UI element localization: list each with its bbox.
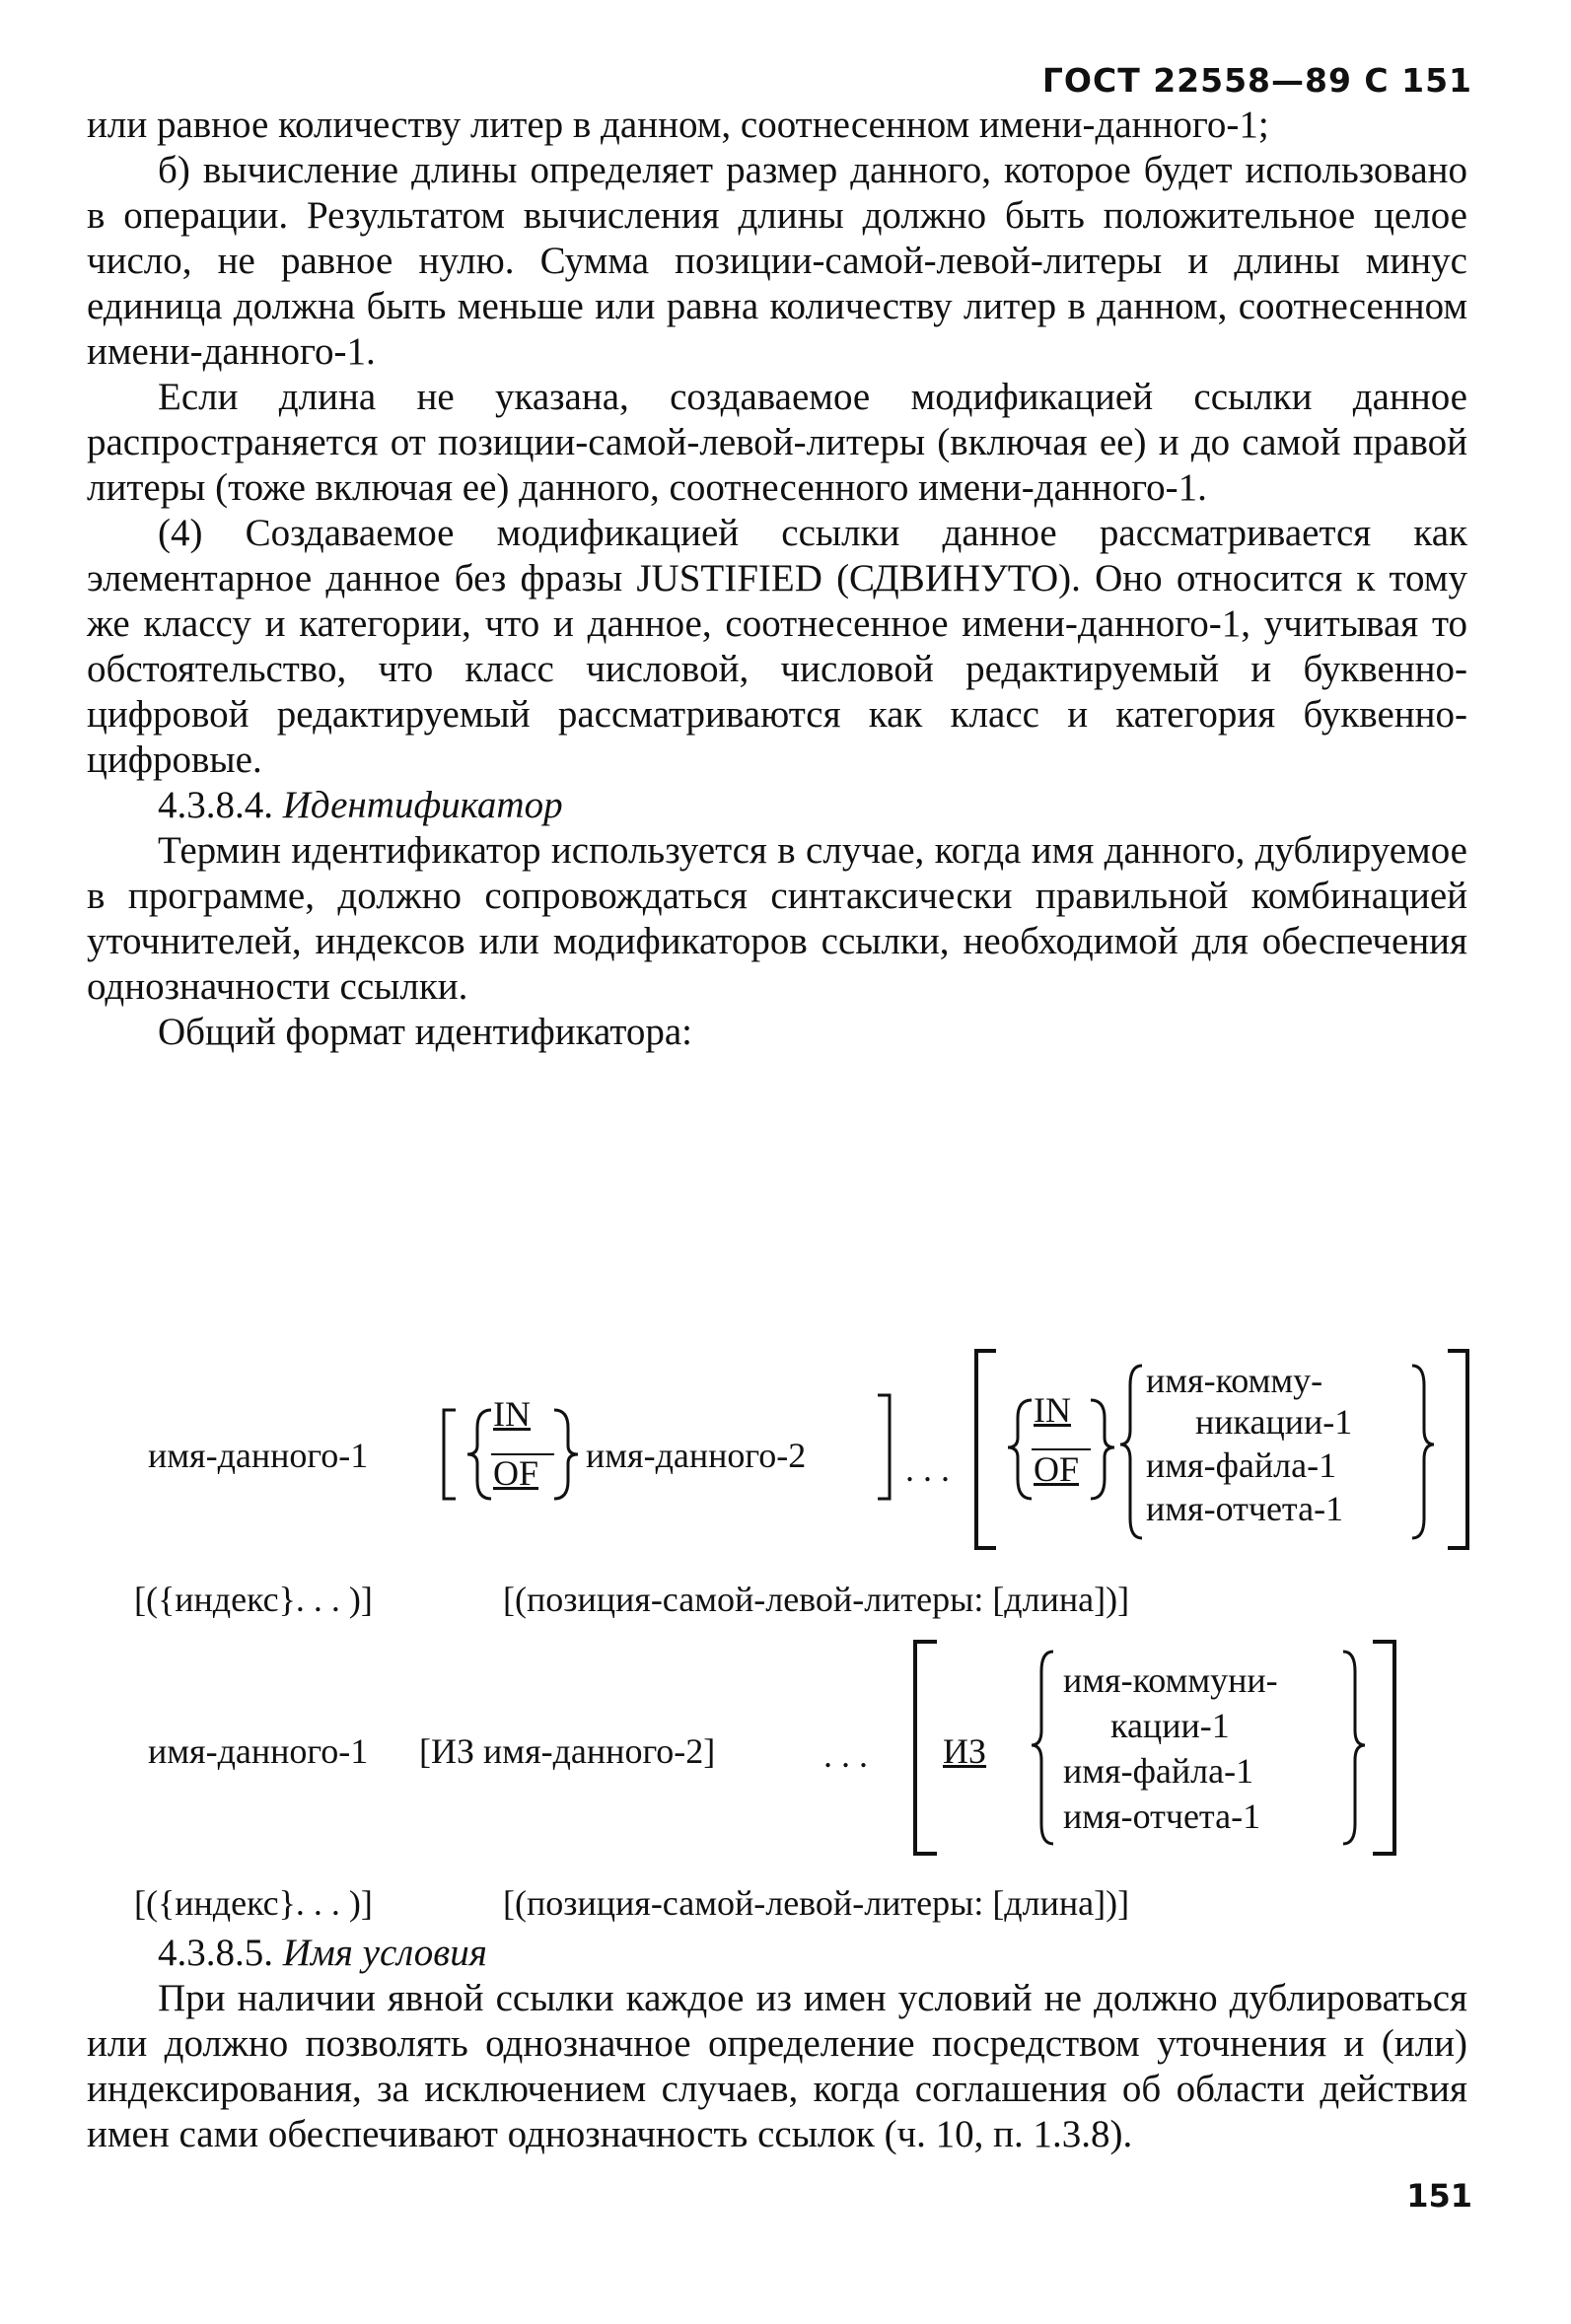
f1-comm-a: имя-комму- bbox=[1146, 1361, 1323, 1400]
f1-report: имя-отчета-1 bbox=[1146, 1489, 1344, 1528]
f1-in: IN bbox=[493, 1394, 531, 1434]
f2-iz-part: [ИЗ имя-данного-2] bbox=[419, 1731, 716, 1771]
heading-title: Имя условия bbox=[282, 1932, 487, 1974]
f1-comm-b: никации-1 bbox=[1195, 1402, 1353, 1442]
f1-index-line: [({индекс}. . . )] bbox=[134, 1580, 373, 1619]
f2-iz: ИЗ bbox=[943, 1731, 987, 1771]
f1-data-name-1: имя-данного-1 bbox=[148, 1436, 369, 1475]
running-head: ГОСТ 22558—89 С 151 bbox=[1041, 61, 1472, 100]
section-heading-4385 bbox=[87, 1931, 1467, 1976]
f2-data-name-1: имя-данного-1 bbox=[148, 1731, 369, 1771]
f2-file: имя-файла-1 bbox=[1063, 1751, 1254, 1791]
f2-comm-b: кации-1 bbox=[1110, 1706, 1230, 1745]
f2-index-line: [({индекс}. . . )] bbox=[134, 1883, 373, 1923]
paragraph-3: Если длина не указана, создаваемое модификацией ссылки данное распространяется от позиции-самой-левой-литеры (включая ее) и до самой правой литеры (тоже включая ее) данного, соотнесенного имени-данного-1. bbox=[87, 376, 1467, 509]
f1-dots: . . . bbox=[905, 1449, 950, 1489]
f1-file: имя-файла-1 bbox=[1146, 1445, 1337, 1485]
paragraph-1: или равное количеству литер в данном, соотнесенном имени-данного-1; bbox=[87, 104, 1269, 146]
f1-data-name-2: имя-данного-2 bbox=[586, 1436, 807, 1475]
f1-of: OF bbox=[493, 1453, 539, 1493]
f1-in-2: IN bbox=[1034, 1390, 1071, 1430]
heading-number: 4.3.8.4. bbox=[158, 784, 273, 826]
paragraph-4: (4) Создаваемое модификацией ссылки данное рассматривается как элементарное данное без фразы JUSTIFIED (СДВИНУТО). Оно относится к тому же классу и категории, что и данное, соотнесенное имени-данного-1, учитывая то обстоятельство, что класс числовой, числовой редактируемый и буквенно-цифровой редактируемый рассматриваются как класс и категория буквенно-цифровые. bbox=[87, 512, 1467, 781]
lower-text bbox=[87, 1931, 1467, 2157]
f2-dots: . . . bbox=[823, 1735, 868, 1775]
f2-report: имя-отчета-1 bbox=[1063, 1796, 1261, 1836]
paragraph-2: б) вычисление длины определяет размер данного, которое будет использовано в операции. Результатом вычисления длины должно быть положительное целое число, не равное нулю. Сумма позиции-самой-левой-литеры и длины минус единица должна быть меньше или равна количеству литер в данном, соотнесенном имени-данного-1. bbox=[87, 149, 1467, 373]
f2-position-line: [(позиция-самой-левой-литеры: [длина])] bbox=[503, 1883, 1130, 1923]
f1-position-line: [(позиция-самой-левой-литеры: [длина])] bbox=[503, 1580, 1130, 1619]
paragraph-6: Общий формат идентификатора: bbox=[158, 1011, 693, 1053]
f1-of-2: OF bbox=[1034, 1449, 1080, 1489]
heading-title: Идентификатор bbox=[282, 784, 563, 826]
page-number: 151 bbox=[1406, 2177, 1472, 2215]
f2-comm-a: имя-коммуни- bbox=[1063, 1660, 1278, 1700]
paragraph-7: При наличии явной ссылки каждое из имен условий не должно дублироваться или должно позволять однозначное определение посредством уточнения и (или) индексирования, за исключением случаев, когда соглашения об области действия имен сами обеспечивают однозначность ссылок (ч. 10, п. 1.3.8). bbox=[87, 1977, 1467, 2155]
heading-number: 4.3.8.5. bbox=[158, 1932, 273, 1974]
paragraph-5: Термин идентификатор используется в случае, когда имя данного, дублируемое в программе, должно сопровождаться синтаксически правильной комбинацией уточнителей, индексов или модификаторов ссылки, необходимой для обеспечения однозначности ссылки. bbox=[87, 829, 1467, 1008]
